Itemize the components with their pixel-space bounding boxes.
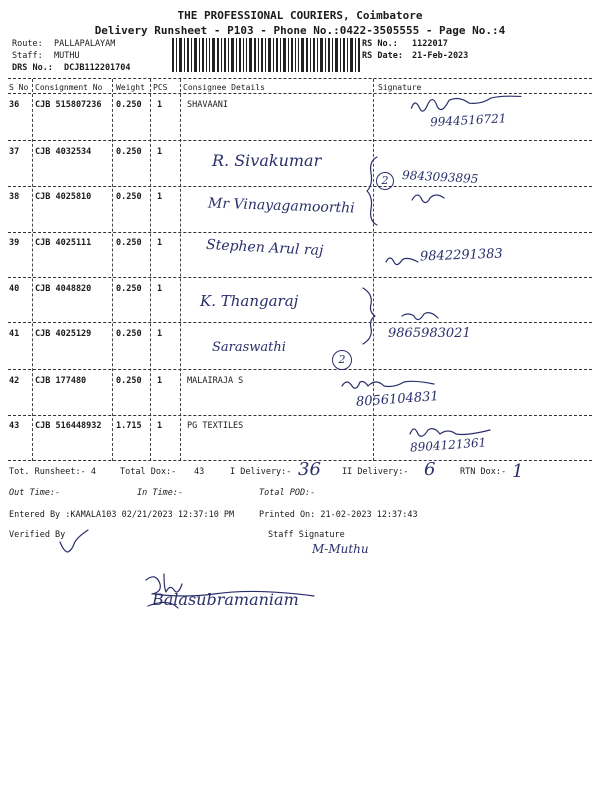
brace-ink bbox=[362, 155, 382, 227]
total-dox-value: 43 bbox=[194, 467, 205, 477]
staff-signature-label: Staff Signature bbox=[268, 530, 345, 540]
table-top-rule bbox=[8, 78, 592, 79]
row-pcs: 1 bbox=[157, 376, 163, 386]
rs-date-value: 21-Feb-2023 bbox=[412, 51, 469, 61]
staff-label: Staff: bbox=[12, 51, 43, 61]
row-weight: 0.250 bbox=[116, 147, 142, 157]
row-consignee: SHAVAANI bbox=[187, 100, 228, 110]
row-sno: 40 bbox=[9, 284, 20, 294]
row-sno: 43 bbox=[9, 421, 20, 431]
circled-two-a: 2 bbox=[376, 172, 394, 190]
runsheet-title: Delivery Runsheet - P103 - Phone No.:0422-3505555 - Page No.:4 bbox=[94, 24, 506, 37]
signature-r39 bbox=[384, 254, 420, 268]
brace-ink-2 bbox=[358, 286, 380, 346]
col-separator bbox=[180, 79, 181, 461]
row-consignment: CJB 516448932 bbox=[35, 421, 102, 431]
rs-no-value: 1122017 bbox=[412, 39, 448, 49]
row-consignment: CJB 177480 bbox=[35, 376, 87, 386]
row-pcs: 1 bbox=[157, 192, 163, 202]
staff-value: MUTHU bbox=[54, 51, 80, 61]
verified-by: Verified By bbox=[9, 530, 66, 540]
signature-r41 bbox=[400, 310, 440, 326]
handwritten-phone-r42: 8056104831 bbox=[355, 389, 440, 410]
handwritten-phone-r43: 8904121361 bbox=[409, 435, 487, 455]
row-sno: 39 bbox=[9, 238, 20, 248]
handwritten-name-r38: Mr Vinayagamoorthi bbox=[207, 195, 355, 217]
row-consignment: CJB 4048820 bbox=[35, 284, 92, 294]
row-consignee: MALAIRAJA S bbox=[187, 376, 244, 386]
row-weight: 1.715 bbox=[116, 421, 142, 431]
row-weight: 0.250 bbox=[116, 376, 142, 386]
rs-no-label: RS No.: bbox=[362, 39, 398, 49]
row-consignment: CJB 4025111 bbox=[35, 238, 92, 248]
row-rule bbox=[8, 186, 592, 187]
col-pcs: PCS bbox=[153, 83, 168, 92]
row-weight: 0.250 bbox=[116, 192, 142, 202]
circled-two-b: 2 bbox=[332, 350, 352, 370]
ii-delivery-value: 6 bbox=[424, 459, 436, 480]
entered-by: Entered By :KAMALA103 02/21/2023 12:37:10 PM bbox=[9, 510, 235, 520]
col-consignee: Consignee Details bbox=[183, 83, 265, 92]
handwritten-phone-r38: 9843093895 bbox=[401, 168, 479, 186]
row-pcs: 1 bbox=[157, 238, 163, 248]
row-rule bbox=[8, 232, 592, 233]
total-dox-label: Total Dox:- bbox=[120, 467, 177, 477]
row-sno: 36 bbox=[9, 100, 20, 110]
squiggle-r38 bbox=[410, 190, 450, 206]
col-sno: S No bbox=[9, 83, 29, 92]
row-rule bbox=[8, 140, 592, 141]
col-separator bbox=[150, 79, 151, 461]
out-time: Out Time:- bbox=[9, 488, 61, 498]
route-label: Route: bbox=[12, 39, 43, 49]
in-time: In Time:- bbox=[137, 488, 184, 498]
col-weight: Weight bbox=[116, 83, 145, 92]
i-delivery-value: 36 bbox=[298, 459, 321, 480]
col-consignment: Consignment No bbox=[35, 83, 103, 92]
rs-date-label: RS Date: bbox=[362, 51, 403, 61]
col-separator bbox=[32, 79, 33, 461]
row-pcs: 1 bbox=[157, 147, 163, 157]
row-weight: 0.250 bbox=[116, 238, 142, 248]
row-weight: 0.250 bbox=[116, 100, 142, 110]
route-value: PALLAPALAYAM bbox=[54, 39, 116, 49]
row-weight: 0.250 bbox=[116, 284, 142, 294]
verified-tick-ink bbox=[58, 528, 90, 556]
row-sno: 42 bbox=[9, 376, 20, 386]
row-consignment: CJB 515807236 bbox=[35, 100, 102, 110]
ii-delivery-label: II Delivery:- bbox=[342, 467, 409, 477]
row-consignee: PG TEXTILES bbox=[187, 421, 244, 431]
row-rule bbox=[8, 322, 592, 323]
col-signature: Signature bbox=[378, 83, 422, 92]
row-sno: 38 bbox=[9, 192, 20, 202]
row-pcs: 1 bbox=[157, 100, 163, 110]
barcode bbox=[172, 38, 362, 72]
row-rule bbox=[8, 415, 592, 416]
rtn-dox-label: RTN Dox:- bbox=[460, 467, 507, 477]
handwritten-name-r41: Saraswathi bbox=[212, 340, 286, 355]
row-pcs: 1 bbox=[157, 284, 163, 294]
company-title: THE PROFESSIONAL COURIERS, Coimbatore bbox=[177, 9, 423, 22]
row-consignment: CJB 4025129 bbox=[35, 329, 92, 339]
row-pcs: 1 bbox=[157, 421, 163, 431]
drs-label: DRS No.: bbox=[12, 63, 53, 73]
rtn-dox-value: 1 bbox=[512, 461, 524, 482]
row-pcs: 1 bbox=[157, 329, 163, 339]
row-weight: 0.250 bbox=[116, 329, 142, 339]
handwritten-phone-r41: 9865983021 bbox=[388, 326, 471, 341]
staff-signature-handwritten: M-Muthu bbox=[312, 542, 369, 556]
row-rule bbox=[8, 277, 592, 278]
i-delivery-label: I Delivery:- bbox=[230, 467, 292, 477]
row-sno: 41 bbox=[9, 329, 20, 339]
total-pod: Total POD:- bbox=[259, 488, 316, 498]
drs-value: DCJB112201704 bbox=[64, 63, 131, 73]
handwritten-name-r40: K. Thangaraj bbox=[200, 292, 299, 310]
tot-runsheet: Tot. Runsheet:- 4 bbox=[9, 467, 96, 477]
bottom-handwritten-name: Balasubramaniam bbox=[152, 590, 299, 609]
row-rule bbox=[8, 369, 592, 370]
row-consignment: CJB 4032534 bbox=[35, 147, 92, 157]
handwritten-name-r39: Stephen Arul raj bbox=[205, 236, 324, 260]
handwritten-phone-r39: 9842291383 bbox=[419, 246, 503, 265]
col-separator bbox=[112, 79, 113, 461]
printed-on: Printed On: 21-02-2023 12:37:43 bbox=[259, 510, 418, 520]
row-consignment: CJB 4025810 bbox=[35, 192, 92, 202]
handwritten-name-r37: R. Sivakumar bbox=[212, 151, 322, 170]
row-sno: 37 bbox=[9, 147, 20, 157]
